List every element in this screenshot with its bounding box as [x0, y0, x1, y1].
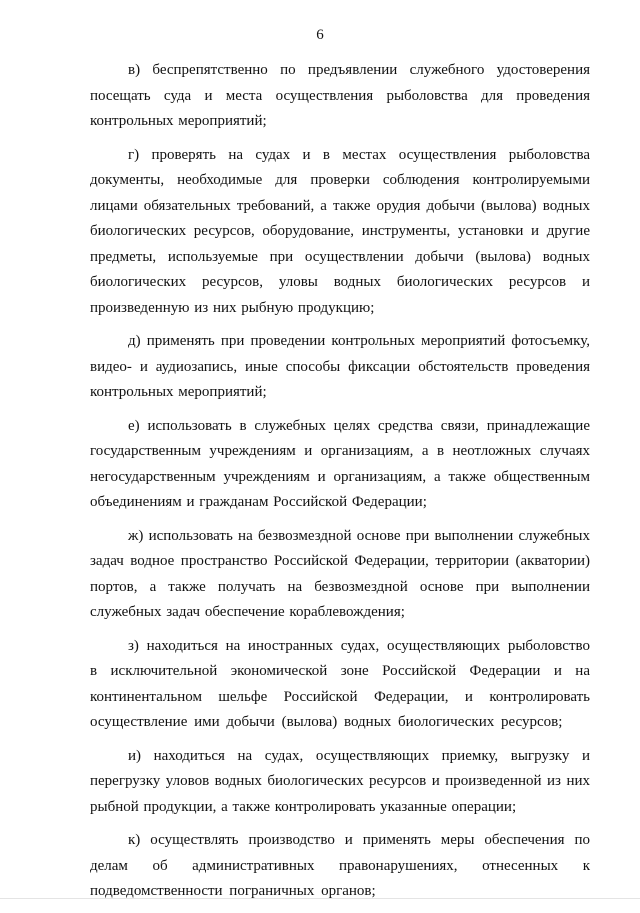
page-bottom-edge [0, 898, 640, 905]
paragraph-i: и) находиться на судах, осуществляющих приемку, выгрузку и перегрузку уловов водных биологических ресурсов и произведенной из них рыбной продукции, а также контролировать указанные операции; [90, 747, 590, 815]
paragraph-e: е) использовать в служебных целях средства связи, принадлежащие государственным учреждениям и организациям, а в неотложных случаях негосударственным учреждениям и организациям, а также общественным объединениям и гражданам Российской Федерации; [90, 417, 590, 510]
paragraph-d: д) применять при проведении контрольных мероприятий фотосъемку, видео- и аудиозапись, иные способы фиксации обстоятельств проведения контрольных мероприятий; [90, 333, 590, 400]
paragraph-k: к) осуществлять производство и применять меры обеспечения по делам об административных правонарушениях, отнесенных к подведомственности пограничных органов; [90, 832, 590, 899]
paragraph-zh: ж) использовать на безвозмездной основе при выполнении служебных задач водное пространство Российской Федерации, территории (акватории) портов, а также получать на безвозмездной основе при выполнении служебных задач обеспечение кораблевождения; [90, 527, 590, 620]
paragraph-v: в) беспрепятственно по предъявлении служебного удостоверения посещать суда и места осуществления рыболовства для проведения контрольных мероприятий; [90, 62, 590, 129]
paragraph-g: г) проверять на судах и в местах осуществления рыболовства документы, необходимые для проверки соблюдения контролируемыми лицами обязательных требований, а также орудия добычи (вылова) водных биологических ресурсов, оборудование, инструменты, установки и другие предметы, используемые при осуществлении добычи (вылова) водных биологических ресурсов, уловы водных биологических ресурсов и произведенную из них рыбную продукцию; [90, 146, 590, 316]
paragraph-z: з) находиться на иностранных судах, осуществляющих рыболовство в исключительной экономической зоне Российской Федерации и на континентальном шельфе Российской Федерации, и контролировать осуществление ими добычи (вылова) водных биологических ресурсов; [90, 637, 590, 730]
document-body [90, 58, 590, 913]
page-number: 6 [316, 27, 324, 43]
